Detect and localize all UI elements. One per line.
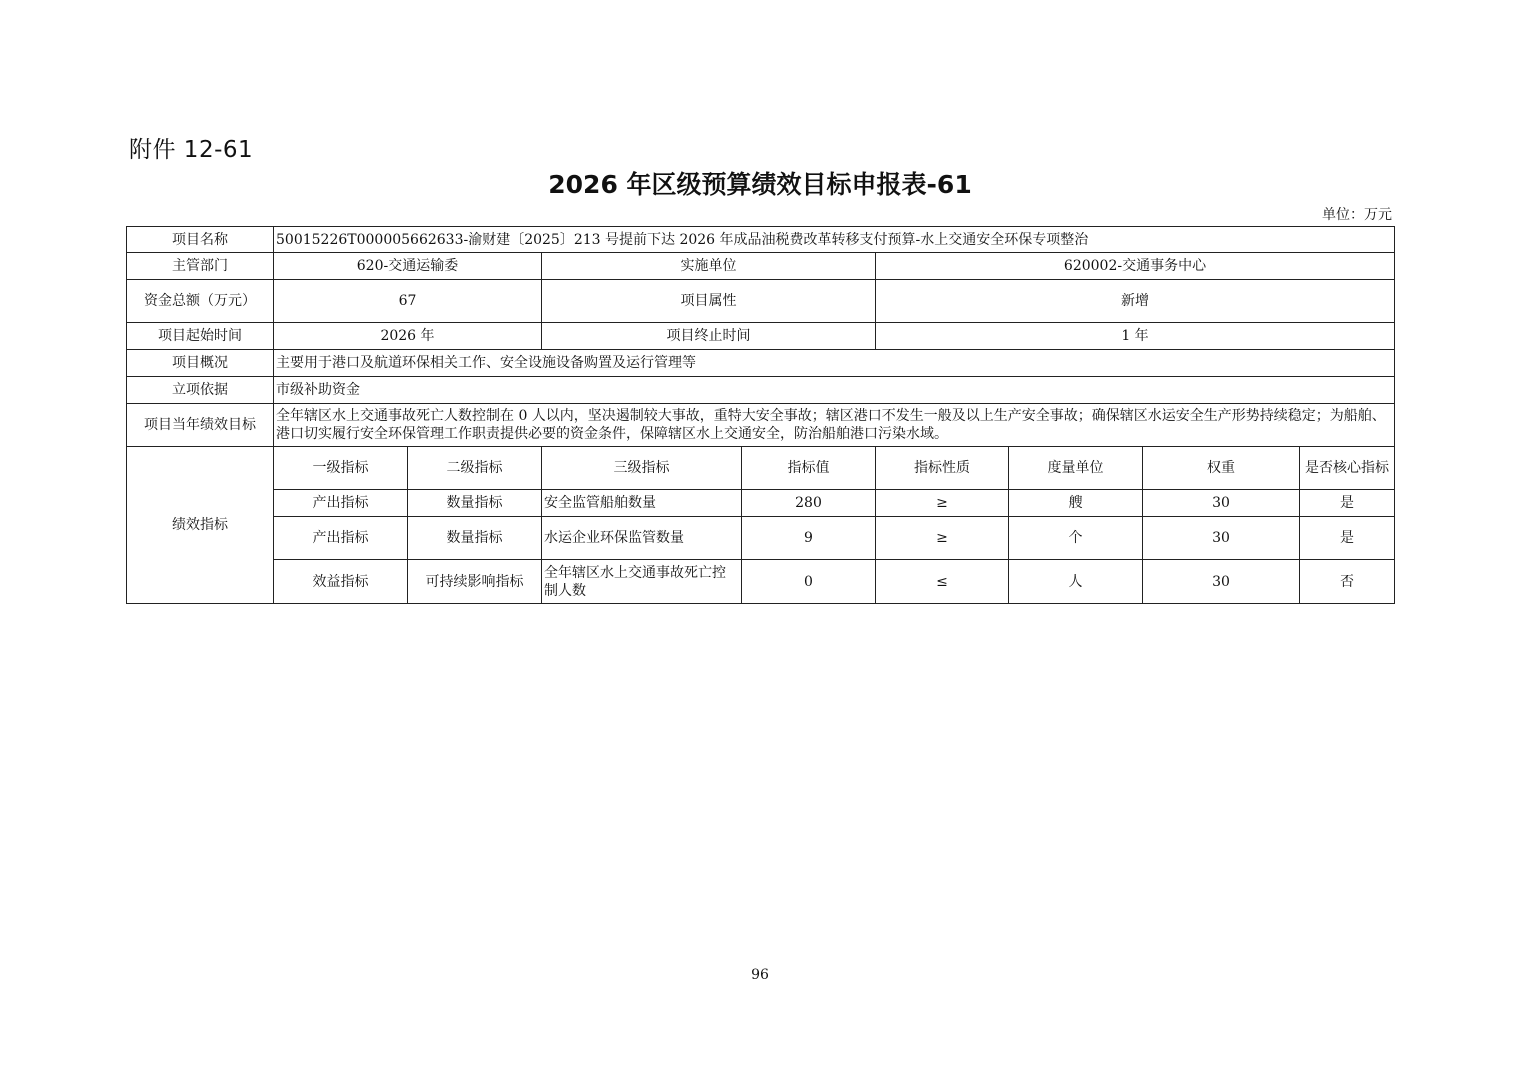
indicator-unit: 人: [1009, 560, 1143, 604]
indicator-unit: 艘: [1009, 490, 1143, 517]
indicator-weight: 30: [1143, 560, 1300, 604]
goal-label: 项目当年绩效目标: [127, 404, 274, 447]
row-funds: [127, 280, 1395, 323]
header-level3: 三级指标: [542, 447, 742, 490]
attr-value: 新增: [876, 280, 1395, 323]
header-core: 是否核心指标: [1300, 447, 1395, 490]
row-basis: [127, 377, 1395, 404]
goal-value: 全年辖区水上交通事故死亡人数控制在 0 人以内，坚决遏制较大事故，重特大安全事故；辖区港口不发生一般及以上生产安全事故；确保辖区水运安全生产形势持续稳定；为船舶、港口切实履行安全环保管理工作职责提供必要的资金条件，保障辖区水上交通安全，防治船舶港口污染水域。: [274, 404, 1395, 447]
header-nature: 指标性质: [876, 447, 1009, 490]
indicator-level3: 全年辖区水上交通事故死亡控制人数: [542, 560, 742, 604]
indicator-nature: ≥: [876, 517, 1009, 560]
indicator-core: 是: [1300, 517, 1395, 560]
project-name-value: 50015226T000005662633-渝财建〔2025〕213 号提前下达 2026 年成品油税费改革转移支付预算-水上交通安全环保专项整治: [274, 227, 1395, 253]
indicator-nature: ≤: [876, 560, 1009, 604]
indicator-value: 9: [742, 517, 876, 560]
header-level2: 二级指标: [408, 447, 542, 490]
start-value: 2026 年: [274, 323, 542, 350]
indicators-label: 绩效指标: [127, 447, 274, 604]
indicator-core: 否: [1300, 560, 1395, 604]
header-unit: 度量单位: [1009, 447, 1143, 490]
overview-value: 主要用于港口及航道环保相关工作、安全设施设备购置及运行管理等: [274, 350, 1395, 377]
basis-value: 市级补助资金: [274, 377, 1395, 404]
indicator-weight: 30: [1143, 517, 1300, 560]
attr-label: 项目属性: [542, 280, 876, 323]
attachment-label: 附件 12-61: [129, 137, 254, 163]
project-name-label: 项目名称: [127, 227, 274, 253]
indicator-weight: 30: [1143, 490, 1300, 517]
row-goal: [127, 404, 1395, 447]
indicator-nature: ≥: [876, 490, 1009, 517]
indicator-level1: 效益指标: [274, 560, 408, 604]
header-value: 指标值: [742, 447, 876, 490]
indicator-unit: 个: [1009, 517, 1143, 560]
end-value: 1 年: [876, 323, 1395, 350]
indicator-level2: 数量指标: [408, 517, 542, 560]
impl-value: 620002-交通事务中心: [876, 253, 1395, 280]
row-project-name: [127, 227, 1395, 253]
end-label: 项目终止时间: [542, 323, 876, 350]
performance-target-table: [126, 226, 1395, 604]
indicator-header-row: [127, 447, 1395, 490]
dept-value: 620-交通运输委: [274, 253, 542, 280]
impl-label: 实施单位: [542, 253, 876, 280]
indicator-level3: 水运企业环保监管数量: [542, 517, 742, 560]
indicator-core: 是: [1300, 490, 1395, 517]
basis-label: 立项依据: [127, 377, 274, 404]
unit-label: 单位：万元: [1322, 207, 1392, 223]
funds-value: 67: [274, 280, 542, 323]
header-level1: 一级指标: [274, 447, 408, 490]
funds-label: 资金总额（万元）: [127, 280, 274, 323]
indicator-value: 0: [742, 560, 876, 604]
indicator-level1: 产出指标: [274, 517, 408, 560]
indicator-level3: 安全监管船舶数量: [542, 490, 742, 517]
start-label: 项目起始时间: [127, 323, 274, 350]
indicator-value: 280: [742, 490, 876, 517]
row-overview: [127, 350, 1395, 377]
dept-label: 主管部门: [127, 253, 274, 280]
indicator-row: [127, 560, 1395, 604]
overview-label: 项目概况: [127, 350, 274, 377]
indicator-row: [127, 490, 1395, 517]
indicator-level1: 产出指标: [274, 490, 408, 517]
header-weight: 权重: [1143, 447, 1300, 490]
document-title: 2026 年区级预算绩效目标申报表-61: [548, 170, 972, 199]
indicator-row: [127, 517, 1395, 560]
row-department: [127, 253, 1395, 280]
indicator-level2: 可持续影响指标: [408, 560, 542, 604]
page-number: 96: [751, 967, 769, 983]
indicator-level2: 数量指标: [408, 490, 542, 517]
row-period: [127, 323, 1395, 350]
